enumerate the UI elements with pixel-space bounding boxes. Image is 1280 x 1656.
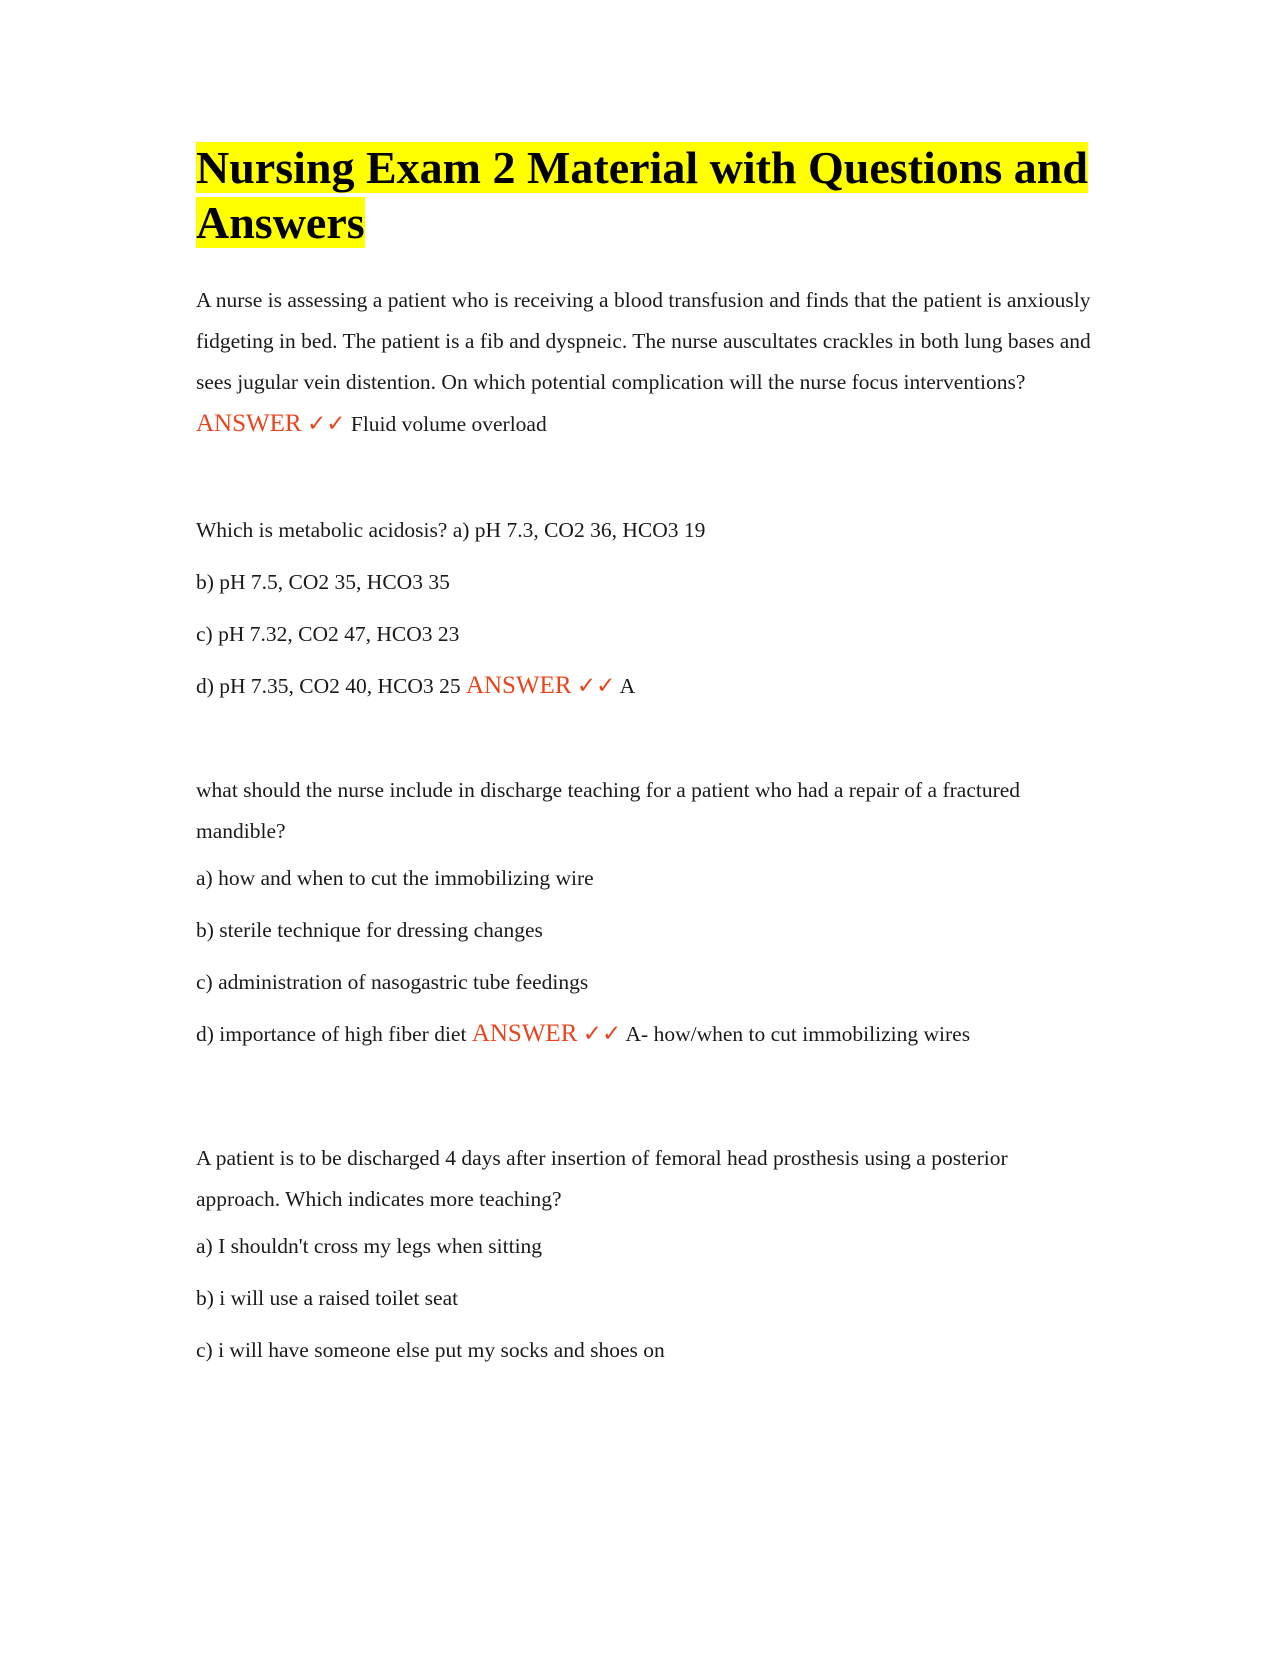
question-4 [196, 1138, 1096, 1376]
option-d: d) pH 7.35, CO2 40, HCO3 25 ANSWER ✓✓ A [196, 672, 636, 699]
answer-label: ANSWER [471, 1020, 578, 1047]
document-title: Nursing Exam 2 Material with Questions and Answers [196, 142, 1088, 248]
question-3-stem: what should the nurse include in discharge teaching for a patient who had a repair of a fractured mandible? [196, 778, 1021, 843]
option-a: a) how and when to cut the immobilizing wire [196, 866, 594, 890]
question-3-answer: A- how/when to cut immobilizing wires [625, 1022, 971, 1046]
question-2-stem: Which is metabolic acidosis? a) pH 7.3, CO2 36, HCO3 19 [196, 518, 706, 542]
option-b: b) sterile technique for dressing changes [196, 918, 543, 942]
question-4-stem: A patient is to be discharged 4 days after insertion of femoral head prosthesis using a posterior approach. Which indicates more teaching? [196, 1146, 1008, 1211]
question-3 [196, 770, 1096, 1060]
question-1-stem: A nurse is assessing a patient who is receiving a blood transfusion and finds that the patient is anxiously fidgeting in bed. The patient is a fib and dyspneic. The nurse auscultates crackles in both lung bases and sees jugular vein distention. On which potential complication will the nurse focus interventions? ANSWER ✓✓ Fluid volume overload [196, 288, 1091, 437]
option-b: b) i will use a raised toilet seat [196, 1286, 459, 1310]
answer-label: ANSWER [196, 410, 302, 437]
double-check-icon: ✓✓ [306, 411, 346, 436]
option-a: a) I shouldn't cross my legs when sitting [196, 1234, 543, 1258]
answer-label: ANSWER [465, 672, 572, 699]
double-check-icon: ✓✓ [576, 673, 616, 698]
question-2-answer: A [619, 674, 636, 698]
question-1 [196, 280, 1096, 445]
question-1-answer: Fluid volume overload [350, 412, 547, 436]
double-check-icon: ✓✓ [582, 1021, 622, 1046]
option-c: c) pH 7.32, CO2 47, HCO3 23 [196, 622, 460, 646]
option-b: b) pH 7.5, CO2 35, HCO3 35 [196, 570, 450, 594]
option-c: c) administration of nasogastric tube feedings [196, 970, 589, 994]
question-2 [196, 504, 1096, 712]
option-c: c) i will have someone else put my socks and shoes on [196, 1338, 665, 1362]
document-page [196, 140, 1096, 1362]
option-d: d) importance of high fiber diet ANSWER ✓✓ A- how/when to cut immobilizing wires [196, 1020, 971, 1047]
